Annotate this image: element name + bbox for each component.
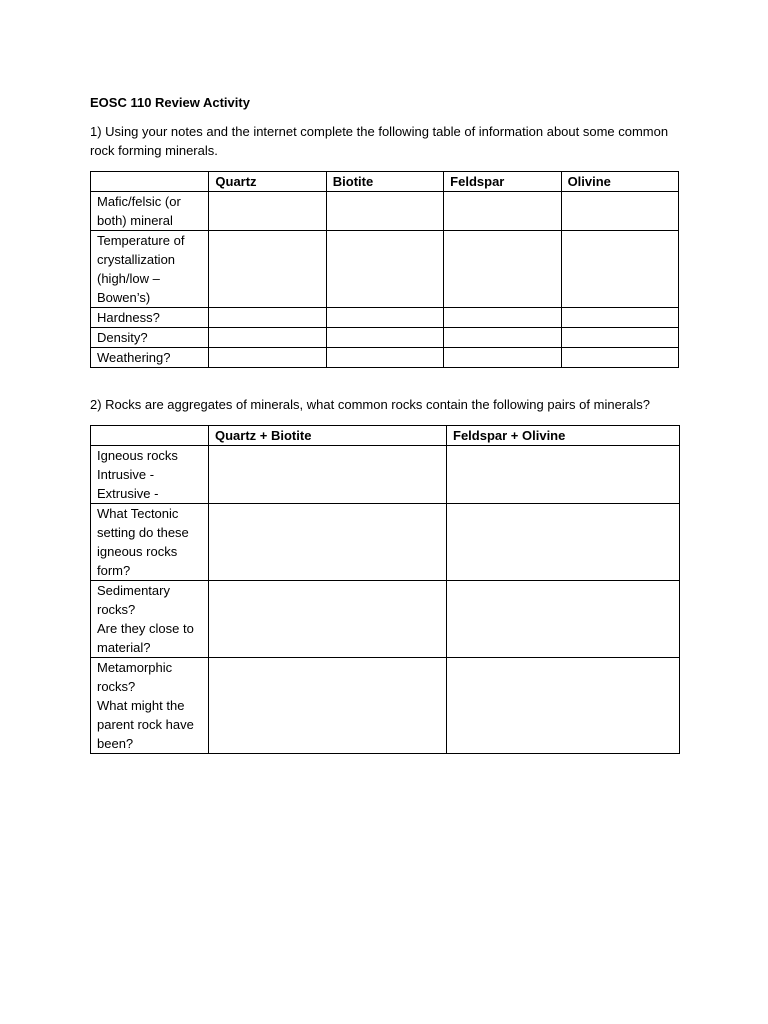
header-feldspar: Feldspar bbox=[444, 172, 561, 192]
header-biotite: Biotite bbox=[326, 172, 443, 192]
answer-cell[interactable] bbox=[209, 504, 447, 581]
answer-cell[interactable] bbox=[326, 328, 443, 348]
answer-cell[interactable] bbox=[209, 328, 326, 348]
table-row bbox=[91, 581, 680, 658]
minerals-table bbox=[90, 171, 679, 368]
row-label: Sedimentary rocks? Are they close to material? bbox=[91, 581, 209, 658]
answer-cell[interactable] bbox=[447, 581, 680, 658]
answer-cell[interactable] bbox=[561, 192, 678, 231]
question-1: 1) Using your notes and the internet complete the following table of information about some common rock forming minerals. bbox=[90, 124, 669, 158]
answer-cell[interactable] bbox=[209, 446, 447, 504]
answer-cell[interactable] bbox=[444, 192, 561, 231]
table-header-row bbox=[91, 172, 679, 192]
header-cell-blank bbox=[91, 426, 209, 446]
answer-cell[interactable] bbox=[561, 348, 678, 368]
answer-cell[interactable] bbox=[561, 231, 678, 308]
answer-cell[interactable] bbox=[444, 231, 561, 308]
header-quartz: Quartz bbox=[209, 172, 326, 192]
worksheet bbox=[90, 93, 680, 754]
row-label: Density? bbox=[91, 328, 209, 348]
header-cell-blank bbox=[91, 172, 209, 192]
answer-cell[interactable] bbox=[326, 348, 443, 368]
table-row bbox=[91, 328, 679, 348]
answer-cell[interactable] bbox=[447, 504, 680, 581]
row-label: What Tectonic setting do these igneous rocks form? bbox=[91, 504, 209, 581]
answer-cell[interactable] bbox=[561, 328, 678, 348]
page-title: EOSC 110 Review Activity bbox=[90, 95, 250, 110]
row-label: Mafic/felsic (or both) mineral bbox=[91, 192, 209, 231]
table-row bbox=[91, 658, 680, 754]
row-label: Temperature of crystallization (high/low – Bowen’s) bbox=[91, 231, 209, 308]
answer-cell[interactable] bbox=[447, 446, 680, 504]
answer-cell[interactable] bbox=[444, 348, 561, 368]
answer-cell[interactable] bbox=[561, 308, 678, 328]
answer-cell[interactable] bbox=[444, 308, 561, 328]
answer-cell[interactable] bbox=[209, 192, 326, 231]
answer-cell[interactable] bbox=[209, 308, 326, 328]
row-label: Igneous rocks Intrusive - Extrusive - bbox=[91, 446, 209, 504]
table-row bbox=[91, 231, 679, 308]
table-row bbox=[91, 504, 680, 581]
answer-cell[interactable] bbox=[326, 308, 443, 328]
answer-cell[interactable] bbox=[447, 658, 680, 754]
row-label: Weathering? bbox=[91, 348, 209, 368]
answer-cell[interactable] bbox=[209, 348, 326, 368]
table-row bbox=[91, 348, 679, 368]
answer-cell[interactable] bbox=[209, 658, 447, 754]
table-row bbox=[91, 192, 679, 231]
answer-cell[interactable] bbox=[444, 328, 561, 348]
question-2: 2) Rocks are aggregates of minerals, what common rocks contain the following pairs of minerals? bbox=[90, 397, 650, 412]
answer-cell[interactable] bbox=[209, 581, 447, 658]
table-header-row bbox=[91, 426, 680, 446]
header-olivine: Olivine bbox=[561, 172, 678, 192]
rocks-table bbox=[90, 425, 680, 754]
header-quartz-biotite: Quartz + Biotite bbox=[209, 426, 447, 446]
row-label: Hardness? bbox=[91, 308, 209, 328]
header-feldspar-olivine: Feldspar + Olivine bbox=[447, 426, 680, 446]
row-label: Metamorphic rocks? What might the parent rock have been? bbox=[91, 658, 209, 754]
table-row bbox=[91, 308, 679, 328]
answer-cell[interactable] bbox=[209, 231, 326, 308]
answer-cell[interactable] bbox=[326, 192, 443, 231]
table-row bbox=[91, 446, 680, 504]
answer-cell[interactable] bbox=[326, 231, 443, 308]
